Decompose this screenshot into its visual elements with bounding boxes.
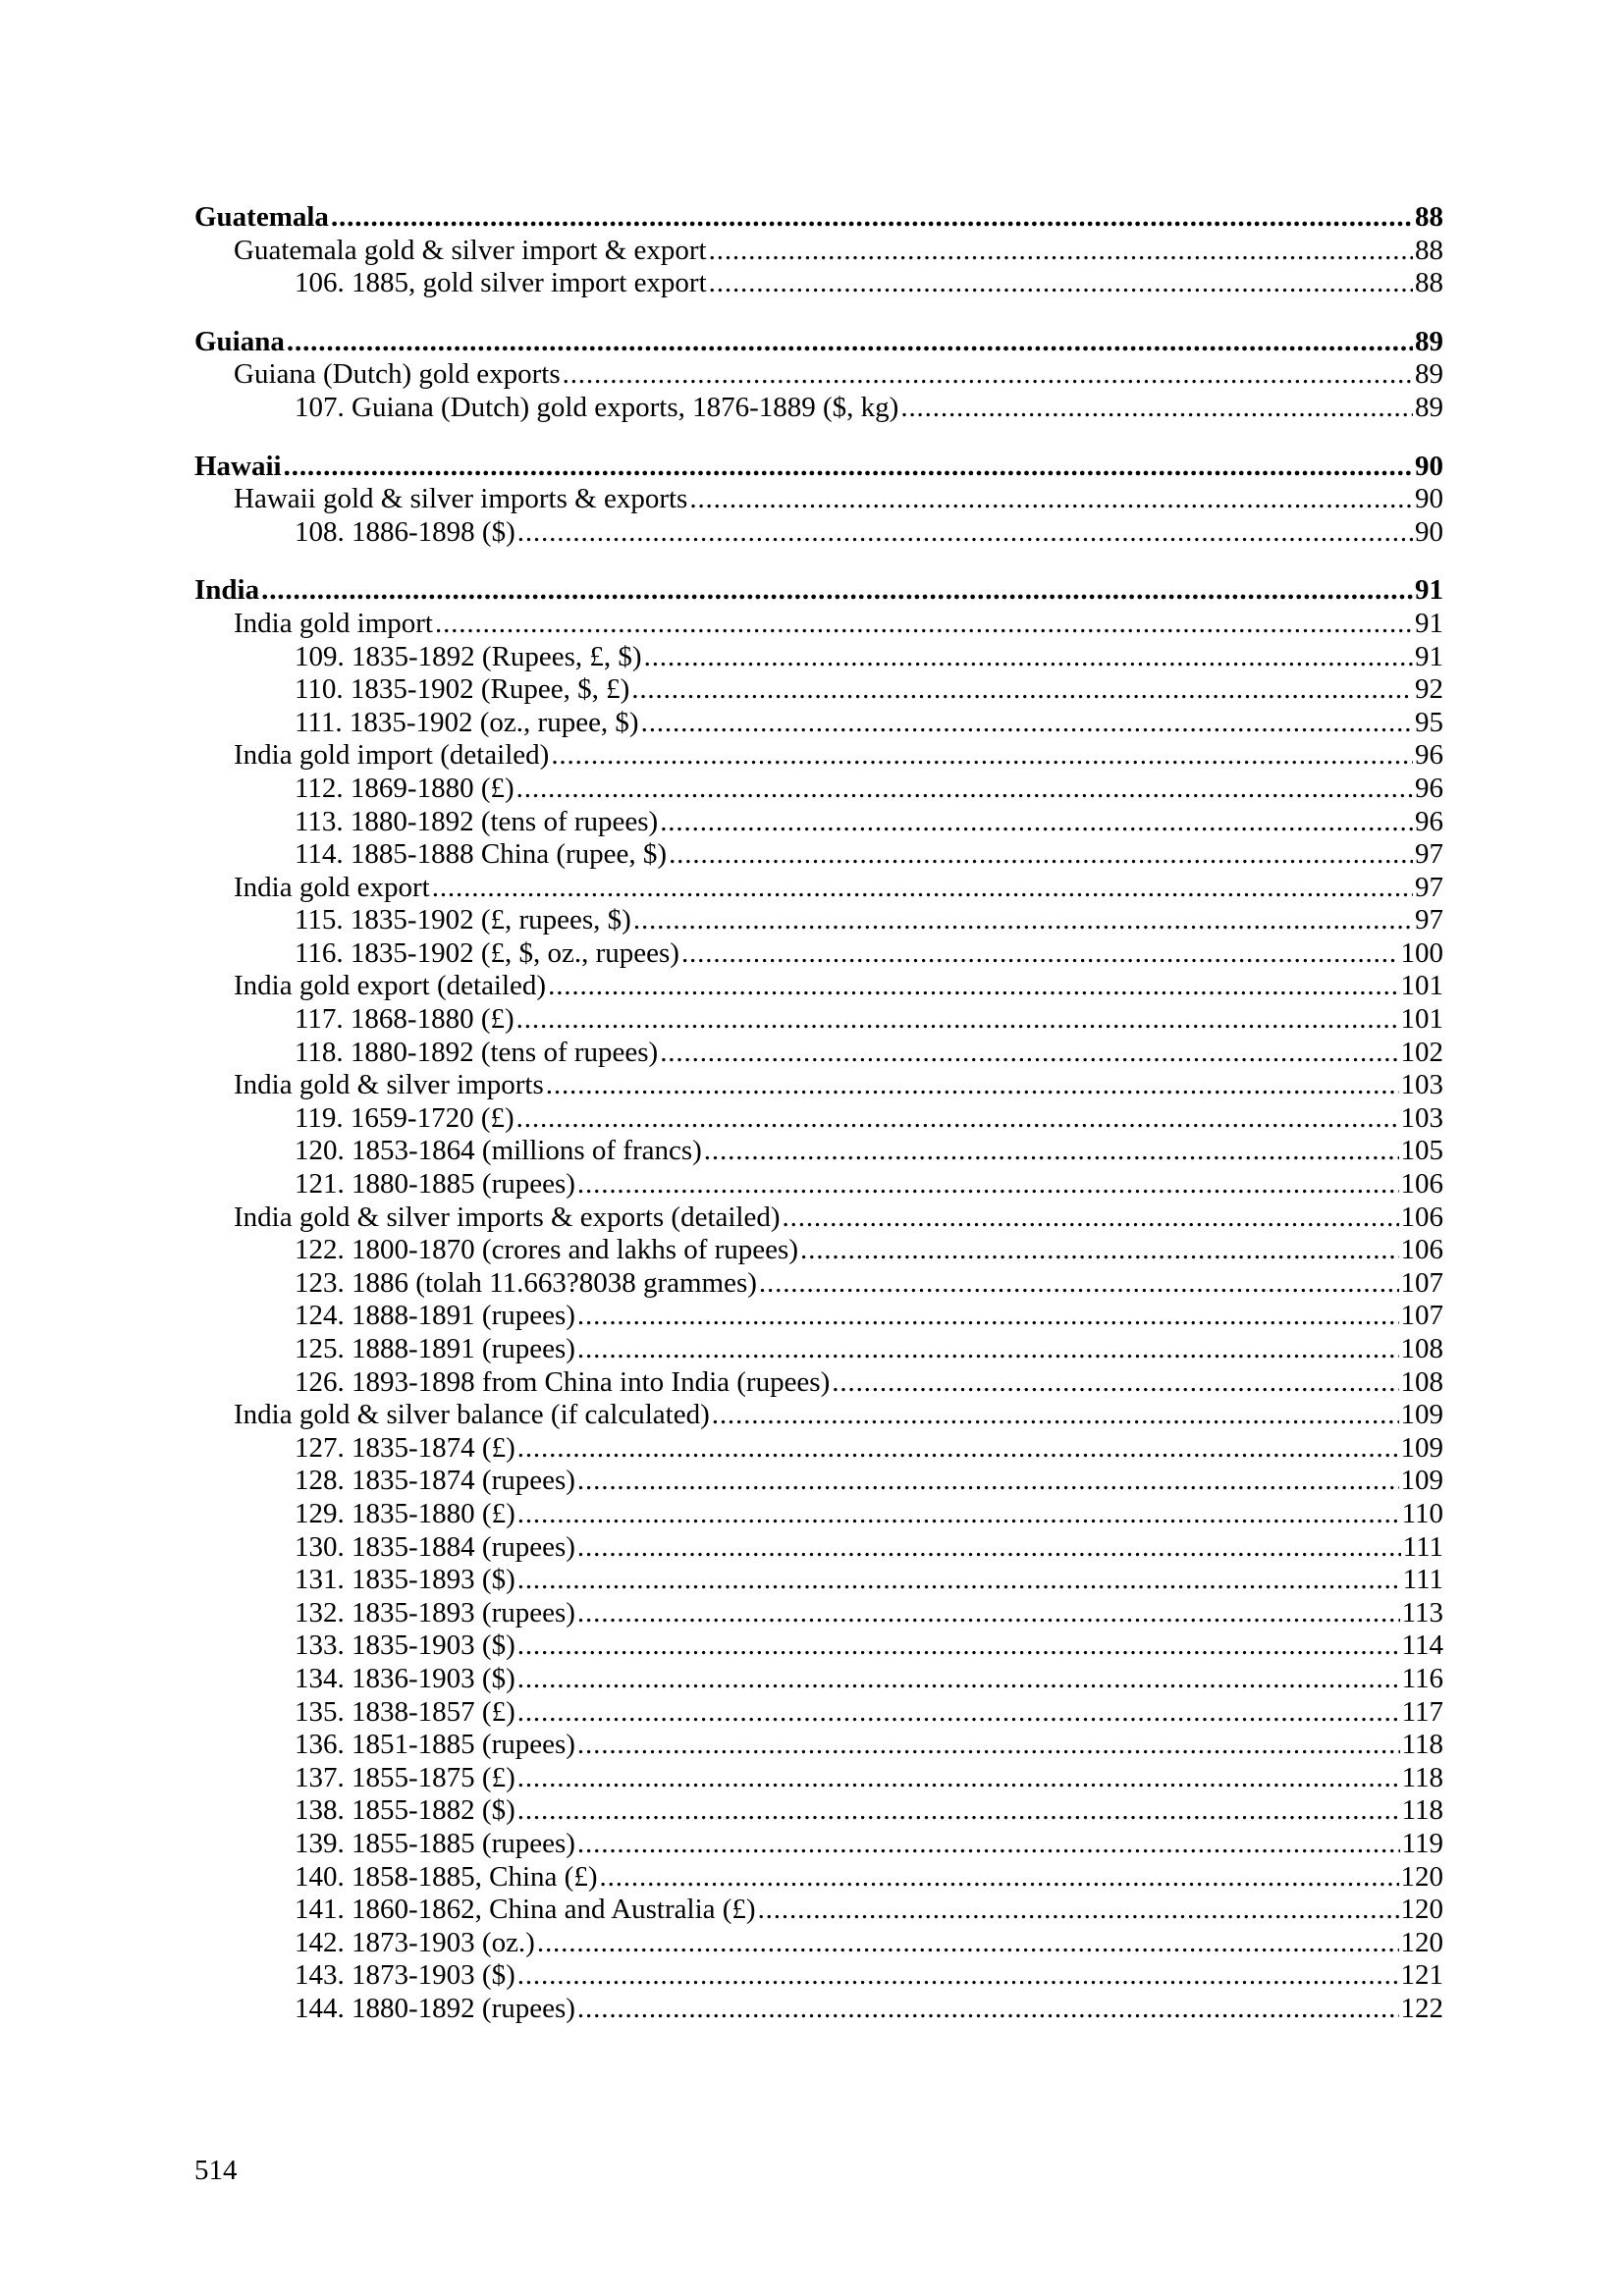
- dot-leader: [759, 1267, 1399, 1301]
- toc-entry-page: 113: [1401, 1596, 1443, 1629]
- dot-leader: [517, 1432, 1399, 1466]
- toc-entry-label: 108. 1886-1898 ($): [295, 515, 515, 548]
- toc-entry-page: 96: [1415, 805, 1443, 837]
- toc-entry-page: 101: [1400, 1003, 1443, 1036]
- toc-entry-page: 111: [1402, 1530, 1443, 1563]
- toc-subsection-entry[interactable]: [194, 358, 1443, 392]
- toc-table-entry[interactable]: [194, 773, 1443, 806]
- dot-leader: [548, 970, 1398, 1003]
- toc-entry-page: 88: [1415, 234, 1443, 266]
- toc-table-entry[interactable]: [194, 1234, 1443, 1267]
- toc-section-entry[interactable]: [194, 201, 1443, 235]
- dot-leader: [517, 1498, 1400, 1531]
- toc-entry-label: 107. Guiana (Dutch) gold exports, 1876-1889 ($, kg): [295, 391, 899, 423]
- dot-leader: [577, 1531, 1401, 1565]
- toc-subsection-entry[interactable]: [194, 970, 1443, 1003]
- toc-entry-label: 120. 1853-1864 (millions of francs): [295, 1135, 702, 1167]
- toc-subsection-entry[interactable]: [194, 872, 1443, 905]
- toc-entry-label: India: [194, 574, 260, 607]
- toc-entry-label: India gold export (detailed): [234, 970, 547, 1002]
- toc-entry-page: 118: [1401, 1761, 1443, 1793]
- toc-entry-label: 118. 1880-1892 (tens of rupees): [295, 1036, 659, 1068]
- toc-subsection-entry[interactable]: [194, 235, 1443, 268]
- dot-leader: [517, 1959, 1399, 1993]
- dot-leader: [577, 1333, 1399, 1366]
- toc-entry-label: 117. 1868-1880 (£): [295, 1003, 514, 1036]
- dot-leader: [709, 235, 1413, 268]
- toc-entry-page: 118: [1401, 1729, 1443, 1761]
- dot-leader: [704, 1135, 1399, 1168]
- dot-leader: [577, 1729, 1400, 1762]
- toc-entry-label: 122. 1800-1870 (crores and lakhs of rupees): [295, 1234, 798, 1266]
- toc-table-entry[interactable]: [194, 673, 1443, 707]
- toc-entry-label: India gold export: [234, 871, 430, 903]
- toc-table-entry[interactable]: [194, 1729, 1443, 1762]
- toc-subsection-entry[interactable]: [194, 1069, 1443, 1102]
- toc-entry-label: 110. 1835-1902 (Rupee, $, £): [295, 673, 630, 706]
- toc-table-entry[interactable]: [194, 904, 1443, 937]
- toc-section-entry[interactable]: [194, 451, 1443, 484]
- toc-table-entry[interactable]: [194, 1828, 1443, 1861]
- toc-entry-page: 116: [1401, 1662, 1443, 1694]
- toc-entry-page: 109: [1400, 1399, 1443, 1431]
- toc-entry-label: 124. 1888-1891 (rupees): [295, 1300, 575, 1332]
- toc-table-entry[interactable]: [194, 392, 1443, 425]
- toc-entry-page: 110: [1401, 1497, 1443, 1529]
- toc-entry-label: 138. 1855-1882 ($): [295, 1794, 515, 1827]
- dot-leader: [641, 707, 1413, 740]
- toc-entry-label: 111. 1835-1902 (oz., rupee, $): [295, 706, 639, 738]
- toc-entry-page: 120: [1400, 1894, 1443, 1926]
- toc-entry-page: 97: [1415, 871, 1443, 903]
- toc-entry-page: 111: [1402, 1564, 1443, 1596]
- dot-leader: [577, 1168, 1399, 1201]
- toc-table-entry[interactable]: [194, 1597, 1443, 1630]
- toc-table-entry[interactable]: [194, 838, 1443, 872]
- toc-entry-label: 141. 1860-1862, China and Australia (£): [295, 1894, 756, 1926]
- dot-leader: [577, 1597, 1400, 1630]
- toc-entry-label: 112. 1869-1880 (£): [295, 772, 514, 804]
- toc-table-entry[interactable]: [194, 1861, 1443, 1895]
- toc-entry-label: 114. 1885-1888 China (rupee, $): [295, 838, 668, 871]
- toc-entry-label: Hawaii gold & silver imports & exports: [234, 483, 688, 515]
- toc-table-entry[interactable]: [194, 516, 1443, 550]
- toc-table-entry[interactable]: [194, 267, 1443, 300]
- dot-leader: [563, 358, 1413, 392]
- toc-table-entry[interactable]: [194, 806, 1443, 839]
- toc-entry-page: 101: [1400, 970, 1443, 1002]
- dot-leader: [516, 1102, 1399, 1136]
- toc-table-entry[interactable]: [194, 1531, 1443, 1565]
- toc-table-entry[interactable]: [194, 1465, 1443, 1498]
- toc-entry-page: 122: [1400, 1992, 1443, 2024]
- dot-leader: [284, 451, 1413, 484]
- dot-leader: [660, 1037, 1398, 1070]
- toc-section-entry[interactable]: [194, 574, 1443, 608]
- toc-table-entry[interactable]: [194, 1993, 1443, 2026]
- toc-entry-page: 100: [1400, 936, 1443, 969]
- dot-leader: [517, 1762, 1400, 1795]
- toc-entry-page: 92: [1415, 673, 1443, 706]
- toc-table-entry[interactable]: [194, 1168, 1443, 1201]
- toc-entry-label: Guatemala: [194, 201, 329, 233]
- toc-subsection-entry[interactable]: [194, 1201, 1443, 1235]
- toc-entry-page: 91: [1415, 640, 1443, 672]
- dot-leader: [681, 937, 1399, 971]
- toc-entry-label: 137. 1855-1875 (£): [295, 1761, 515, 1793]
- page-number: 514: [194, 2155, 238, 2186]
- toc-table-entry[interactable]: [194, 1003, 1443, 1037]
- toc-table-entry[interactable]: [194, 1498, 1443, 1531]
- dot-leader: [577, 1300, 1399, 1333]
- toc-entry-page: 106: [1400, 1168, 1443, 1201]
- toc-entry-page: 103: [1400, 1101, 1443, 1134]
- toc-entry-page: 109: [1400, 1431, 1443, 1464]
- dot-leader: [517, 1696, 1400, 1730]
- toc-entry-label: 140. 1858-1885, China (£): [295, 1860, 598, 1893]
- dot-leader: [660, 806, 1413, 839]
- toc-entry-page: 114: [1401, 1629, 1443, 1662]
- dot-leader: [432, 872, 1413, 905]
- toc-subsection-entry[interactable]: [194, 483, 1443, 516]
- toc-entry-page: 97: [1415, 838, 1443, 871]
- toc-table-entry[interactable]: [194, 707, 1443, 740]
- toc-table-entry[interactable]: [194, 641, 1443, 674]
- toc-table-entry[interactable]: [194, 1333, 1443, 1366]
- toc-entry-page: 96: [1415, 772, 1443, 804]
- toc-table-entry[interactable]: [194, 1135, 1443, 1168]
- toc-entry-page: 90: [1415, 515, 1443, 548]
- toc-entry-page: 120: [1400, 1926, 1443, 1958]
- toc-table-entry[interactable]: [194, 1663, 1443, 1696]
- toc-subsection-entry[interactable]: [194, 739, 1443, 773]
- toc-entry-page: 109: [1400, 1465, 1443, 1497]
- toc-entry-label: 119. 1659-1720 (£): [295, 1101, 514, 1134]
- toc-table-entry[interactable]: [194, 1267, 1443, 1301]
- toc-entry-page: 106: [1400, 1201, 1443, 1233]
- toc-entry-label: 115. 1835-1902 (£, rupees, $): [295, 904, 631, 936]
- toc-entry-page: 96: [1415, 739, 1443, 772]
- toc-entry-label: 121. 1880-1885 (rupees): [295, 1168, 575, 1201]
- dot-leader: [644, 641, 1413, 674]
- toc-entry-label: 132. 1835-1893 (rupees): [295, 1596, 575, 1629]
- toc-entry-page: 119: [1401, 1827, 1443, 1859]
- dot-leader: [546, 1069, 1399, 1102]
- dot-leader: [709, 267, 1413, 300]
- toc-entry-page: 95: [1415, 706, 1443, 738]
- toc-entry-label: Guiana (Dutch) gold exports: [234, 358, 561, 391]
- dot-leader: [287, 326, 1413, 359]
- dot-leader: [516, 1003, 1399, 1037]
- toc-entry-page: 89: [1415, 391, 1443, 423]
- toc-entry-page: 88: [1415, 201, 1443, 233]
- toc-entry-label: Guatemala gold & silver import & export: [234, 234, 707, 266]
- toc-subsection-entry[interactable]: [194, 608, 1443, 641]
- toc-entry-label: 123. 1886 (tolah 11.663?8038 grammes): [295, 1266, 757, 1299]
- dot-leader: [517, 1663, 1400, 1696]
- toc-entry-label: 139. 1855-1885 (rupees): [295, 1827, 575, 1859]
- dot-leader: [712, 1399, 1399, 1432]
- dot-leader: [577, 1993, 1399, 2026]
- toc-table-entry[interactable]: [194, 1927, 1443, 1960]
- toc-entry-label: 106. 1885, gold silver import export: [295, 267, 707, 299]
- toc-entry-page: 108: [1400, 1333, 1443, 1364]
- toc-table-entry[interactable]: [194, 1959, 1443, 1993]
- toc-entry-label: 131. 1835-1893 ($): [295, 1564, 515, 1596]
- toc-entry-page: 103: [1400, 1069, 1443, 1101]
- toc-entry-label: Guiana: [194, 325, 285, 357]
- toc-entry-label: Hawaii: [194, 450, 282, 482]
- toc-entry-page: 120: [1400, 1860, 1443, 1893]
- toc-entry-page: 91: [1415, 574, 1443, 607]
- toc-table-entry[interactable]: [194, 1762, 1443, 1795]
- toc-entry-page: 117: [1401, 1695, 1443, 1728]
- toc-entry-label: India gold & silver imports & exports (detailed): [234, 1201, 781, 1233]
- toc-entry-page: 105: [1400, 1135, 1443, 1167]
- toc-entry-page: 97: [1415, 904, 1443, 936]
- toc-table-entry[interactable]: [194, 1794, 1443, 1828]
- toc-entry-page: 121: [1400, 1959, 1443, 1992]
- toc-entry-page: 89: [1415, 358, 1443, 391]
- toc-section-entry[interactable]: [194, 326, 1443, 359]
- dot-leader: [537, 1927, 1399, 1960]
- dot-leader: [669, 838, 1413, 872]
- dot-leader: [900, 392, 1413, 425]
- toc-entry-page: 106: [1400, 1234, 1443, 1266]
- dot-leader: [832, 1366, 1398, 1400]
- toc-entry-page: 90: [1415, 450, 1443, 482]
- dot-leader: [517, 1629, 1400, 1663]
- toc-entry-label: 126. 1893-1898 from China into India (rupees): [295, 1365, 831, 1398]
- toc-entry-label: 134. 1836-1903 ($): [295, 1662, 515, 1694]
- toc-table-entry[interactable]: [194, 1037, 1443, 1070]
- dot-leader: [517, 516, 1413, 550]
- toc-entry-page: 102: [1400, 1036, 1443, 1068]
- dot-leader: [783, 1201, 1399, 1235]
- dot-leader: [800, 1234, 1399, 1267]
- toc-entry-page: 108: [1400, 1365, 1443, 1398]
- dot-leader: [261, 574, 1413, 608]
- dot-leader: [631, 673, 1413, 707]
- dot-leader: [689, 483, 1413, 516]
- toc-entry-label: India gold import (detailed): [234, 739, 550, 772]
- toc-entry-label: 127. 1835-1874 (£): [295, 1431, 515, 1464]
- toc-entry-page: 89: [1415, 325, 1443, 357]
- toc-entry-page: 107: [1400, 1300, 1443, 1332]
- toc-entry-label: 116. 1835-1902 (£, $, oz., rupees): [295, 936, 679, 969]
- toc-entry-label: 143. 1873-1903 ($): [295, 1959, 515, 1992]
- toc-entry-label: India gold & silver balance (if calculated): [234, 1399, 710, 1431]
- toc-entry-label: India gold & silver imports: [234, 1069, 544, 1101]
- dot-leader: [758, 1894, 1399, 1927]
- dot-leader: [633, 904, 1413, 937]
- toc-table-entry[interactable]: [194, 1366, 1443, 1400]
- dot-leader: [600, 1861, 1399, 1895]
- toc-entry-label: India gold import: [234, 607, 433, 639]
- toc-entry-page: 90: [1415, 483, 1443, 515]
- toc-entry-label: 130. 1835-1884 (rupees): [295, 1530, 575, 1563]
- toc-table-entry[interactable]: [194, 1564, 1443, 1597]
- toc-entry-page: 91: [1415, 607, 1443, 639]
- toc-entry-label: 125. 1888-1891 (rupees): [295, 1333, 575, 1364]
- toc-table-entry[interactable]: [194, 1629, 1443, 1663]
- toc-entry-label: 129. 1835-1880 (£): [295, 1497, 515, 1529]
- toc-table-entry[interactable]: [194, 1432, 1443, 1466]
- dot-leader: [517, 1564, 1401, 1597]
- dot-leader: [516, 773, 1413, 806]
- toc-entry-page: 118: [1401, 1794, 1443, 1827]
- toc-table-entry[interactable]: [194, 937, 1443, 971]
- dot-leader: [517, 1794, 1400, 1828]
- dot-leader: [577, 1828, 1400, 1861]
- toc-subsection-entry[interactable]: [194, 1399, 1443, 1432]
- toc-entry-label: 113. 1880-1892 (tens of rupees): [295, 805, 659, 837]
- toc-entry-label: 142. 1873-1903 (oz.): [295, 1926, 535, 1958]
- dot-leader: [551, 739, 1413, 773]
- toc-entry-page: 107: [1400, 1266, 1443, 1299]
- toc-table-entry[interactable]: [194, 1696, 1443, 1730]
- toc-entry-label: 128. 1835-1874 (rupees): [295, 1465, 575, 1497]
- toc-table-entry[interactable]: [194, 1894, 1443, 1927]
- dot-leader: [435, 608, 1413, 641]
- toc-entry-label: 133. 1835-1903 ($): [295, 1629, 515, 1662]
- dot-leader: [577, 1465, 1399, 1498]
- toc-table-entry[interactable]: [194, 1300, 1443, 1333]
- dot-leader: [331, 201, 1413, 235]
- toc-table-entry[interactable]: [194, 1102, 1443, 1136]
- toc-entry-label: 109. 1835-1892 (Rupees, £, $): [295, 640, 642, 672]
- toc-entry-page: 88: [1415, 267, 1443, 299]
- toc-entry-label: 135. 1838-1857 (£): [295, 1695, 515, 1728]
- table-of-contents: [194, 201, 1443, 2025]
- toc-entry-label: 136. 1851-1885 (rupees): [295, 1729, 575, 1761]
- toc-entry-label: 144. 1880-1892 (rupees): [295, 1992, 575, 2024]
